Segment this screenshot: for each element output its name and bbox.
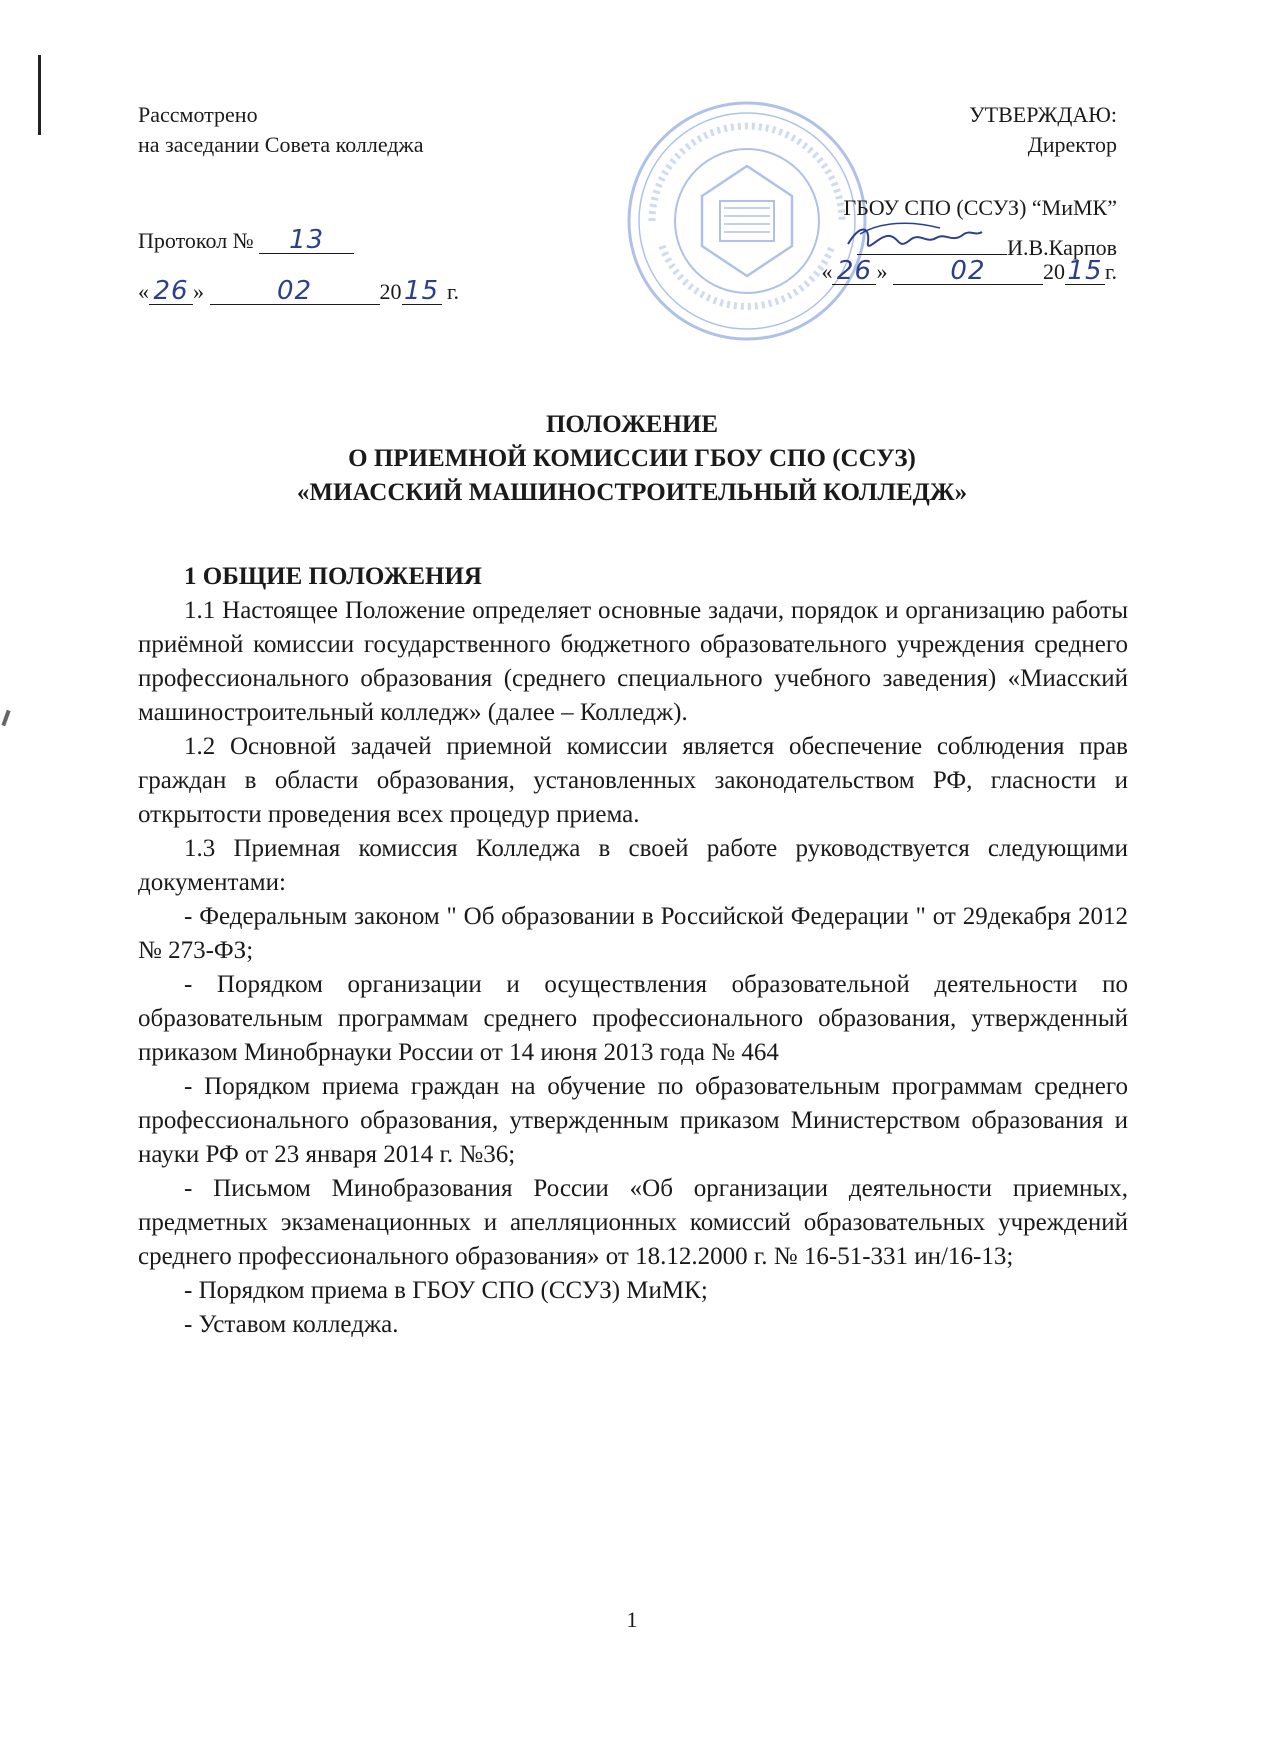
header-right-block <box>969 100 1117 160</box>
date-left-day: 26 <box>149 276 193 305</box>
scan-edge-mark <box>1 710 10 726</box>
date-left-year-unit: г. <box>447 279 460 304</box>
header-left-line1: Рассмотрено <box>138 102 258 127</box>
list-item: - Порядком приема граждан на обучение по образовательным программам среднего профессионального образования, утвержденным приказом Министерством образования и науки РФ от 23 января 2014 г. №36; <box>138 1073 1128 1168</box>
date-left-month: 02 <box>210 276 380 305</box>
protocol-number: 13 <box>259 225 354 254</box>
date-right-year-unit: г. <box>1104 259 1117 284</box>
scan-edge-mark <box>38 55 41 135</box>
list-item: - Федеральным законом " Об образовании в Российской Федерации " от 29декабря 2012 № 273-ФЗ; <box>138 903 1128 964</box>
list-item: - Порядком приема в ГБОУ СПО (ССУЗ) МиМК; <box>184 1277 708 1304</box>
date-right-quote-close: » <box>876 259 888 284</box>
date-left-line <box>138 276 459 305</box>
page-number: 1 <box>626 1607 638 1632</box>
document-body <box>138 560 1128 1342</box>
date-right-day: 26 <box>832 256 876 285</box>
date-right-month: 02 <box>893 256 1043 285</box>
director-name: И.В.Карпов <box>1007 235 1117 260</box>
document-title <box>0 408 1264 510</box>
section-heading: 1 ОБЩИЕ ПОЛОЖЕНИЯ <box>184 563 482 590</box>
list-item: - Письмом Минобразования России «Об организации деятельности приемных, предметных экзаменационных и апелляционных комиссий образовательных учреждений среднего профессионального образования» от 18.12.2000 г. № 16-51-331 ин/16-13; <box>138 1175 1128 1270</box>
header-left-line2: на заседании Совета колледжа <box>138 132 424 157</box>
official-stamp <box>622 96 872 346</box>
paragraph: 1.3 Приемная комиссия Колледжа в своей работе руководствуется следующими документами: <box>138 835 1128 896</box>
protocol-line <box>138 225 354 254</box>
date-left-year-prefix: 20 <box>379 279 402 304</box>
date-right-year-prefix: 20 <box>1042 259 1065 284</box>
list-item: - Порядком организации и осуществления образовательной деятельности по образовательным программам среднего профессионального образования, утвержденный приказом Минобрнауки России от 14 июня 2013 года № 464 <box>138 971 1128 1066</box>
title-line2: О ПРИЕМНОЙ КОМИССИИ ГБОУ СПО (ССУЗ) <box>348 445 916 472</box>
org-name: ГБОУ СПО (ССУЗ) “МиМК” <box>843 195 1117 220</box>
date-left-year-suffix: 15 <box>402 276 442 305</box>
protocol-label: Протокол № <box>138 228 254 253</box>
date-left-quote-close: » <box>193 279 204 304</box>
director-title: Директор <box>1027 132 1117 157</box>
paragraph: 1.2 Основной задачей приемной комиссии является обеспечение соблюдения прав граждан в области образования, установленных законодательством РФ, гласности и открытости проведения всех процедур приема. <box>138 733 1128 828</box>
list-item: - Уставом колледжа. <box>184 1311 399 1338</box>
date-left-quote-open: « <box>138 279 149 304</box>
title-line3: «МИАССКИЙ МАШИНОСТРОИТЕЛЬНЫЙ КОЛЛЕДЖ» <box>296 479 968 506</box>
paragraph: 1.1 Настоящее Положение определяет основные задачи, порядок и организацию работы приёмной комиссии государственного бюджетного образовательного учреждения среднего профессионального образования (среднего специального учебного заведения) «Миасский машиностроительный колледж» (далее – Колледж). <box>138 597 1128 726</box>
date-right-quote-open: « <box>821 259 833 284</box>
date-right-year-suffix: 15 <box>1065 256 1105 285</box>
approve-label: УТВЕРЖДАЮ: <box>969 102 1117 127</box>
date-right-line <box>821 256 1117 285</box>
header-left-block <box>138 100 424 160</box>
title-line1: ПОЛОЖЕНИЕ <box>545 411 719 438</box>
